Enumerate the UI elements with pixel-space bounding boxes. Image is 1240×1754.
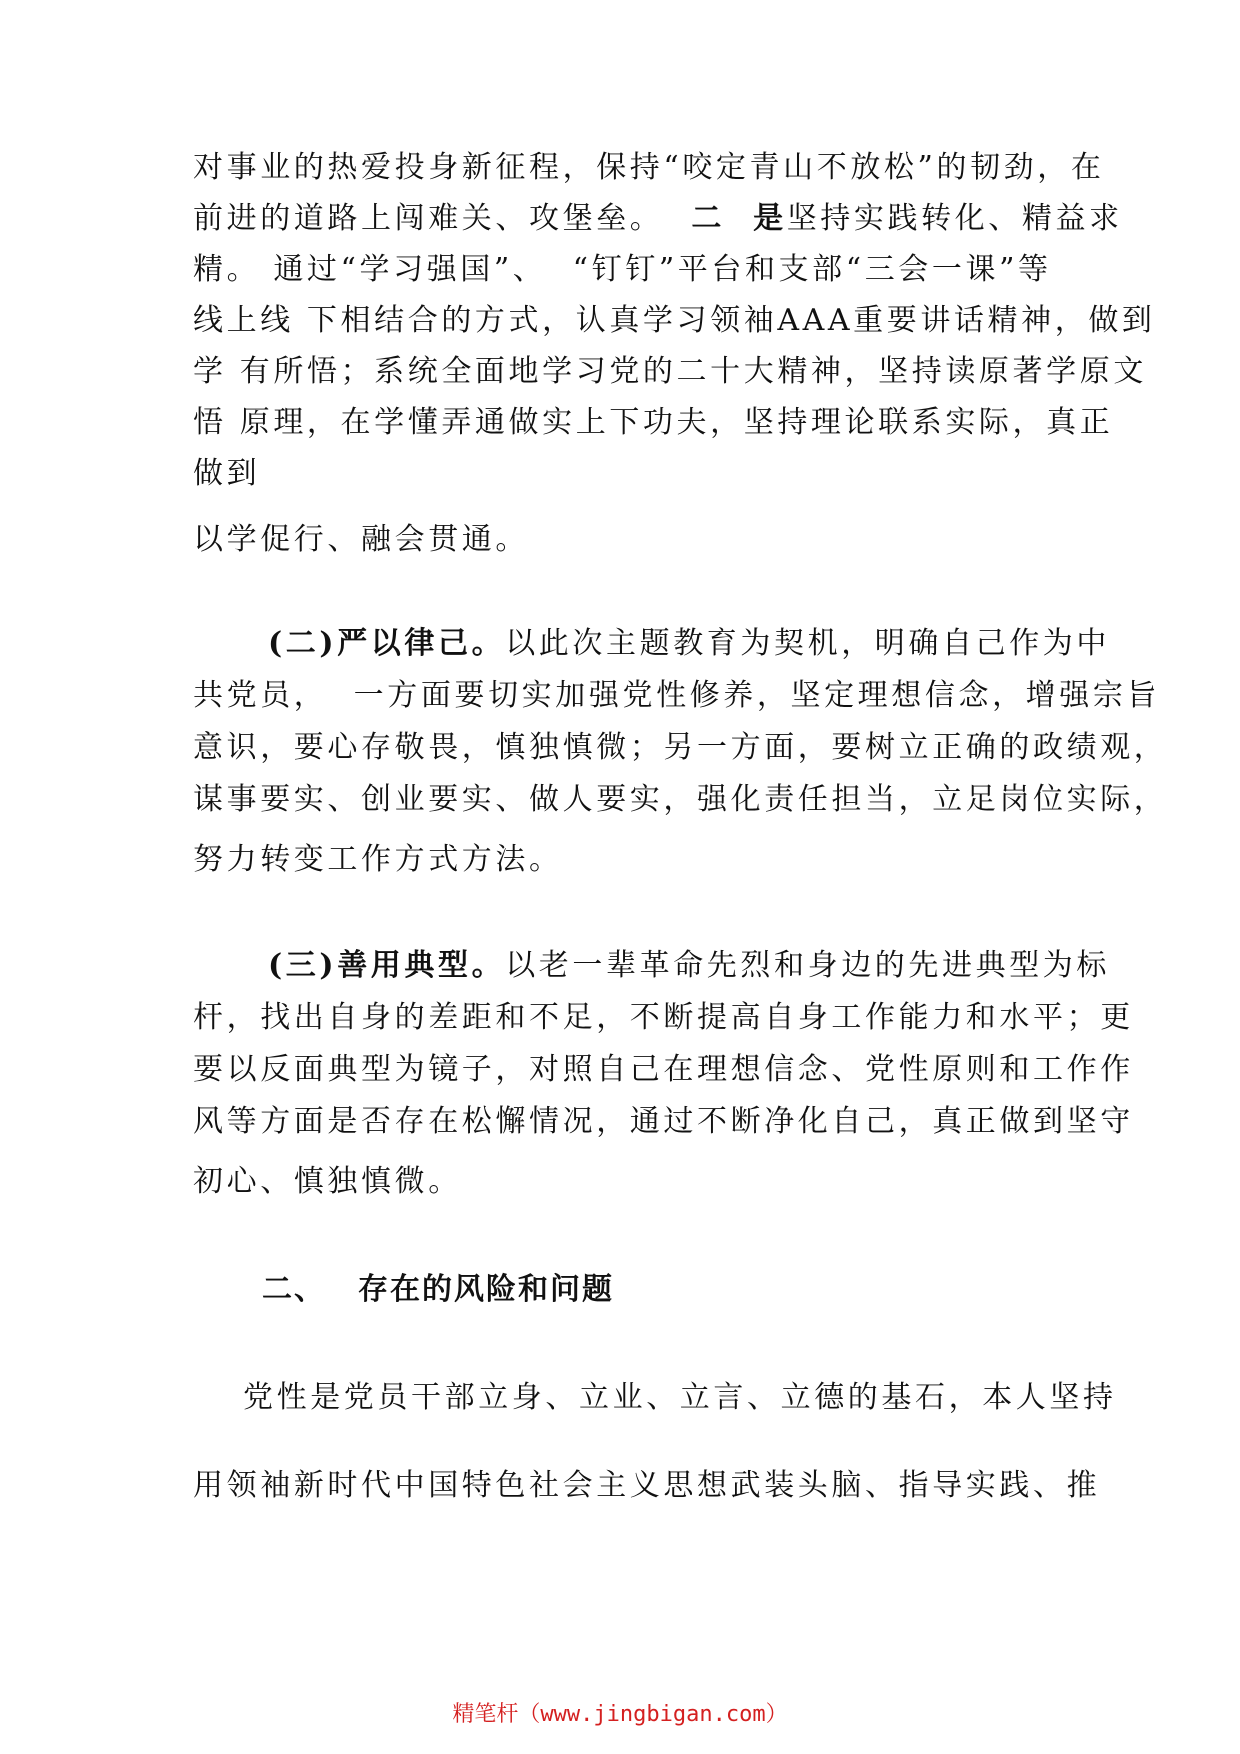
body-line: 党性是党员干部立身、立业、立言、立德的基石，本人坚持 (243, 1380, 1117, 1415)
body-text: 以此次主题教育为契机，明确自己作为中 (505, 626, 1111, 661)
inline-bold-label: 二 是 (691, 201, 787, 236)
body-line: 意识，要心存敬畏，慎独慎微；另一方面，要树立正确的政绩观， (193, 730, 1168, 765)
body-line: 学 有所悟；系统全面地学习党的二十大精神，坚持读原著学原文 (193, 354, 1147, 389)
section-title: (二)严以律己。 (268, 626, 506, 661)
body-line: 共党员， 一方面要切实加强党性修养，坚定理想信念，增强宗旨 (193, 678, 1161, 713)
body-line: 努力转变工作方式方法。 (193, 842, 563, 877)
body-line: 做到 (193, 456, 261, 491)
body-line (268, 946, 1110, 986)
heading-number: 二、 (262, 1272, 326, 1307)
body-line: 用领袖新时代中国特色社会主义思想武装头脑、指导实践、推 (193, 1468, 1101, 1503)
body-line (193, 199, 1123, 239)
section-heading (262, 1270, 614, 1310)
body-line: 要以反面典型为镜子，对照自己在理想信念、党性原则和工作作 (193, 1052, 1134, 1087)
body-line: 精。 通过“学习强国”、 “钉钉”平台和支部“三会一课”等 (193, 252, 1052, 287)
body-line: 风等方面是否存在松懈情况，通过不断净化自己，真正做到坚守 (193, 1104, 1134, 1139)
body-text: 以老一辈革命先烈和身边的先进典型为标 (505, 948, 1111, 983)
body-line: 杆，找出自身的差距和不足，不断提高自身工作能力和水平；更 (193, 1000, 1134, 1035)
body-line (268, 624, 1110, 664)
body-line: 悟 原理，在学懂弄通做实上下功夫，坚持理论联系实际，真正 (193, 405, 1114, 440)
body-text: 坚持实践转化、精益求 (786, 201, 1123, 236)
body-line: 以学促行、融会贯通。 (193, 522, 529, 557)
section-title: (三)善用典型。 (268, 948, 506, 983)
body-line: 谋事要实、创业要实、做人要实，强化责任担当，立足岗位实际， (193, 782, 1168, 817)
footer-source-link[interactable]: 精笔杆（www.jingbigan.com） (452, 1702, 788, 1727)
body-line: 对事业的热爱投身新征程，保持“咬定青山不放松”的韧劲，在 (193, 150, 1105, 185)
body-line: 初心、慎独慎微。 (193, 1164, 462, 1199)
body-line: 线上线 下相结合的方式，认真学习领袖AAA重要讲话精神，做到 (193, 303, 1156, 338)
body-text: 前进的道路上闯难关、攻堡垒。 (193, 201, 664, 236)
heading-text: 存在的风险和问题 (358, 1272, 614, 1307)
